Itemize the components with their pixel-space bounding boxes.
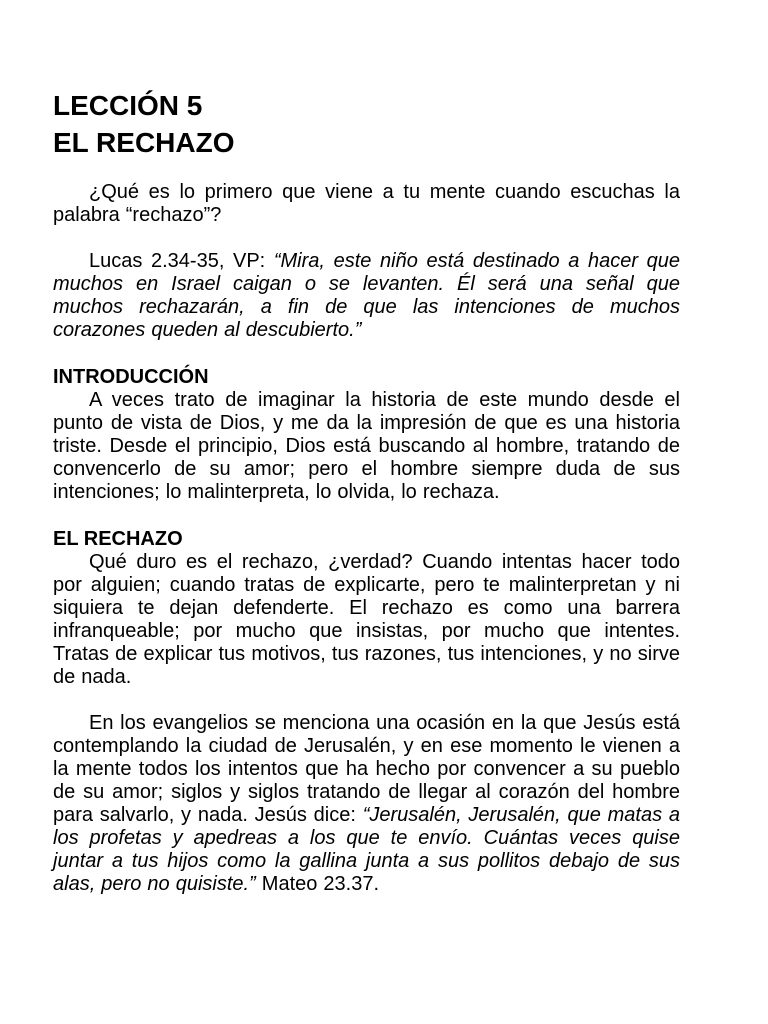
spacer — [53, 342, 680, 365]
spacer — [53, 689, 680, 712]
scripture-reference: Mateo 23.37. — [255, 873, 380, 895]
scripture-quote: “Jerusalén, Jerusalén, que matas a los profetas y apedreas a los que te envío. Cuántas veces quise juntar a tus hijos como la gallina junta a sus pollitos debajo de sus alas, pero no quisiste.” — [53, 804, 680, 895]
introduccion-paragraph: A veces trato de imaginar la historia de este mundo desde el punto de vista de Dios, y me da la impresión de que es una historia triste. Desde el principio, Dios está buscando al hombre, tratando de convencerlo de su amor; pero el hombre siempre duda de sus intenciones; lo malinterpreta, lo olvida, lo rechaza. — [53, 389, 680, 503]
verse-quote: “Mira, este niño está destinado a hacer que muchos en Israel caigan o se levanten. Él será una señal que muchos rechazarán, a fin de que las intenciones de muchos corazones queden al descubierto.” — [53, 250, 680, 341]
document-page — [53, 87, 680, 896]
section-heading-rechazo: EL RECHAZO — [53, 528, 183, 550]
lesson-title: EL RECHAZO — [53, 127, 235, 158]
verse-reference: Lucas 2.34-35, VP: — [89, 250, 274, 272]
section-heading-introduccion: INTRODUCCIÓN — [53, 366, 209, 388]
spacer — [53, 227, 680, 250]
spacer — [53, 161, 680, 181]
rechazo-paragraph-1: Qué duro es el rechazo, ¿verdad? Cuando intentas hacer todo por alguien; cuando tratas de explicarte, pero te malinterpretan y ni siquiera te dejan defenderte. El rechazo es como una barrera infranqueable; por mucho que insistas, por mucho que intentes. Tratas de explicar tus motivos, tus razones, tus intenciones, y no sirve de nada. — [53, 551, 680, 688]
opening-verse — [53, 250, 680, 342]
spacer — [53, 504, 680, 527]
lesson-number: LECCIÓN 5 — [53, 90, 203, 121]
opening-question: ¿Qué es lo primero que viene a tu mente cuando escuchas la palabra “rechazo”? — [53, 181, 680, 226]
rechazo-paragraph-2 — [53, 712, 680, 896]
paragraph-text: En los evangelios se menciona una ocasión en la que Jesús está contemplando la ciudad de Jerusalén, y en ese momento le vienen a la mente todos los intentos que ha hecho por convencer a su pueblo de su amor; siglos y siglos tratando de llegar al corazón del hombre para salvarlo, y nada. Jesús dice: — [53, 712, 680, 826]
